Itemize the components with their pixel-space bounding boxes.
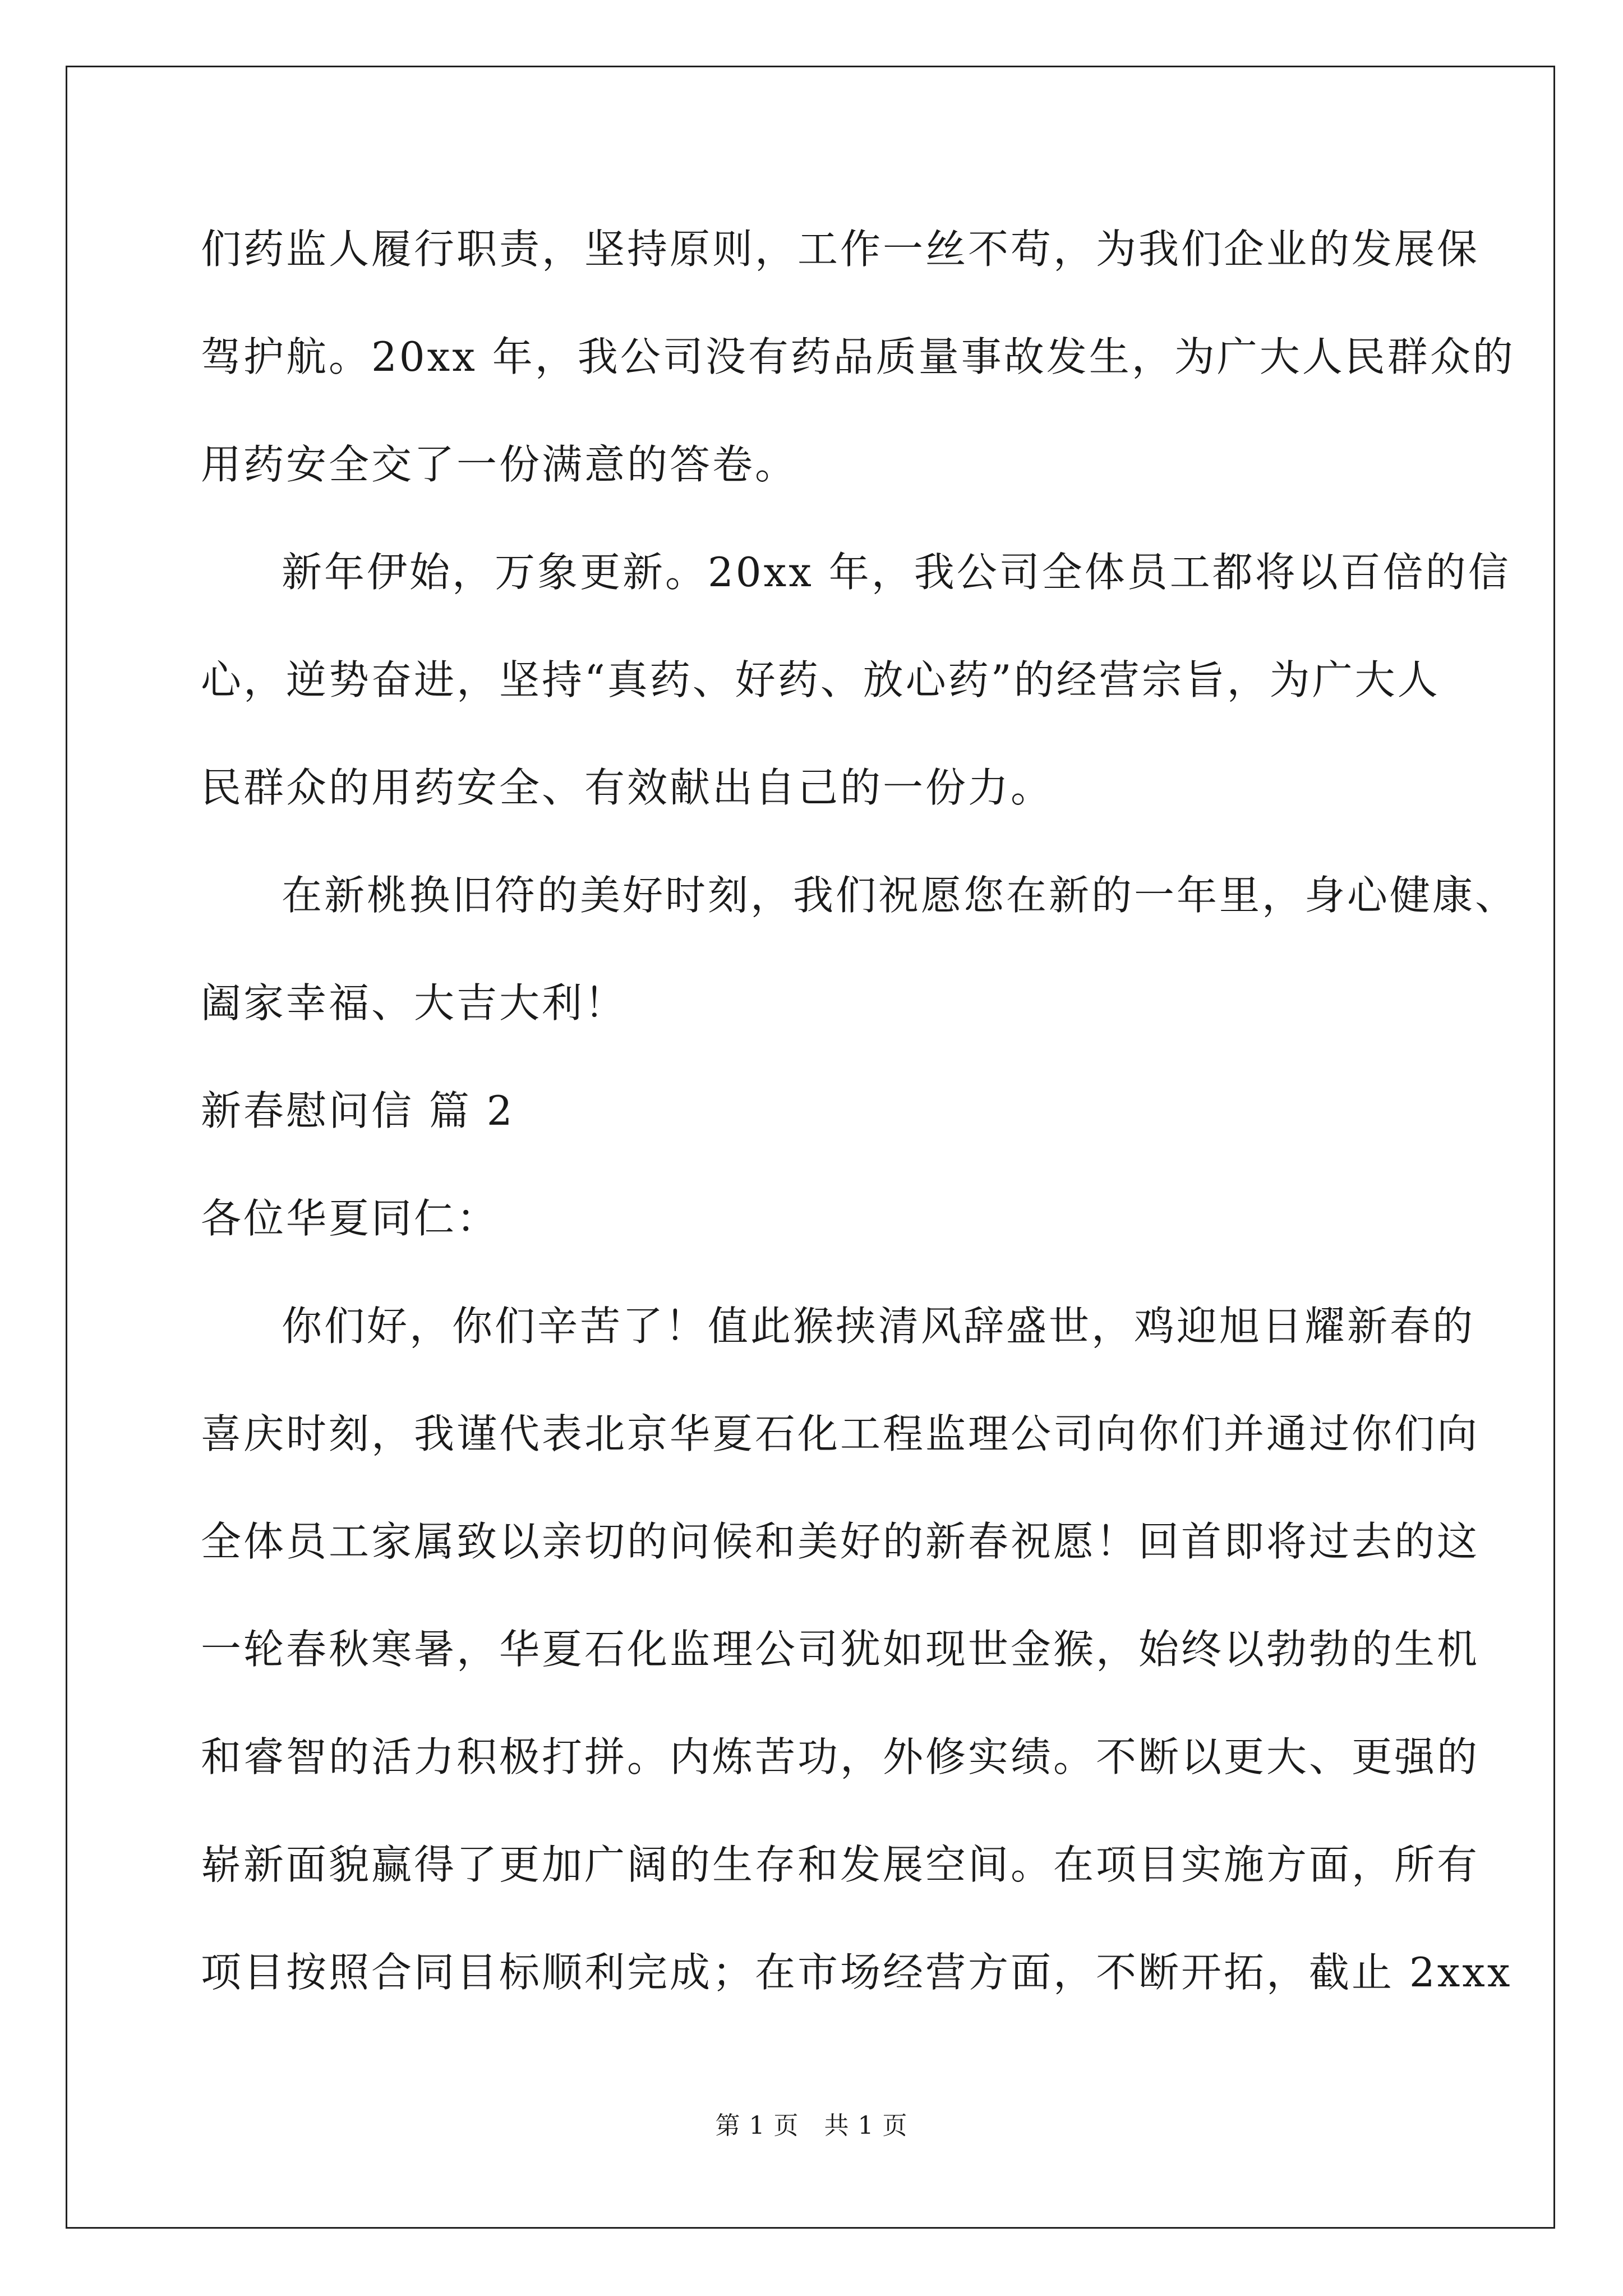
body-text-line: 一轮春秋寒暑，华夏石化监理公司犹如现世金猴，始终以勃勃的生机: [201, 1626, 1480, 1673]
body-text-line: 喜庆时刻，我谨代表北京华夏石化工程监理公司向你们并通过你们向: [201, 1410, 1480, 1457]
body-text-line: 民群众的用药安全、有效献出自己的一份力。: [201, 764, 1054, 811]
body-text-line: 在新桃换旧符的美好时刻，我们祝愿您在新的一年里，身心健康、: [282, 872, 1518, 919]
body-text-line: 新年伊始，万象更新。20xx 年，我公司全体员工都将以百倍的信: [282, 549, 1511, 596]
body-text-line: 用药安全交了一份满意的答卷。: [201, 441, 798, 488]
body-text-line: 们药监人履行职责，坚持原则，工作一丝不苟，为我们企业的发展保: [201, 226, 1480, 273]
body-text-line: 崭新面貌赢得了更加广阔的生存和发展空间。在项目实施方面，所有: [201, 1841, 1480, 1888]
body-text-line: 全体员工家属致以亲切的问候和美好的新春祝愿！回首即将过去的这: [201, 1518, 1480, 1565]
body-text-line: 你们好，你们辛苦了！值此猴挟清风辞盛世，鸡迎旭日耀新春的: [282, 1303, 1476, 1350]
body-text-line: 驾护航。20xx 年，我公司没有药品质量事故发生，为广大人民群众的: [201, 333, 1515, 380]
body-text-line: 阖家幸福、大吉大利！: [201, 979, 628, 1027]
body-text-line: 心，逆势奋进，坚持“真药、好药、放心药”的经营宗旨，为广大人: [201, 656, 1440, 703]
body-text-line: 和睿智的活力积极打拼。内炼苦功，外修实绩。不断以更大、更强的: [201, 1733, 1480, 1780]
page-number-footer: 第 1 页 共 1 页: [715, 2111, 908, 2140]
page-border: [66, 66, 1555, 2229]
salutation: 各位华夏同仁：: [201, 1195, 500, 1242]
body-text-line: 项目按照合同目标顺利完成；在市场经营方面，不断开拓，截止 2xxx: [201, 1949, 1513, 1996]
section-heading: 新春慰问信 篇 2: [201, 1087, 515, 1134]
